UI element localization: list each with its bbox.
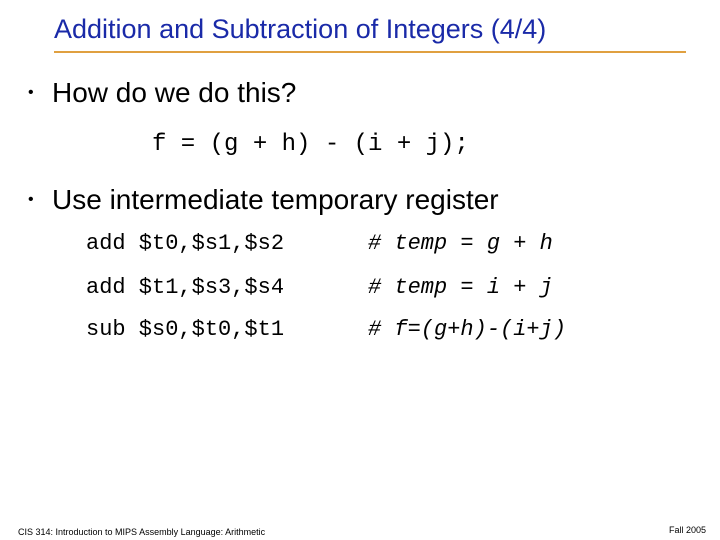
code-comment: # f=(g+h)-(i+j) bbox=[368, 317, 567, 342]
code-instruction: add $t0,$s1,$s2 bbox=[86, 231, 285, 256]
footer-term: Fall 2005 bbox=[668, 525, 706, 535]
code-line bbox=[86, 231, 706, 261]
bullet-dot-icon: • bbox=[28, 190, 34, 208]
code-instruction: sub $s0,$t0,$t1 bbox=[86, 317, 285, 342]
expression: f = (g + h) - (i + j); bbox=[152, 131, 469, 158]
bullet-dot-icon: • bbox=[28, 83, 34, 101]
code-comment: # temp = i + j bbox=[368, 275, 553, 300]
bullet-how bbox=[28, 77, 296, 109]
bullet-text: Use intermediate temporary register bbox=[52, 184, 499, 215]
code-comment: # temp = g + h bbox=[368, 231, 553, 256]
slide-title: Addition and Subtraction of Integers (4/4) bbox=[54, 14, 547, 44]
code-line bbox=[86, 275, 706, 305]
code-line bbox=[86, 317, 706, 347]
title-underline bbox=[54, 51, 686, 53]
code-instruction: add $t1,$s3,$s4 bbox=[86, 275, 285, 300]
bullet-temp-register bbox=[28, 184, 499, 216]
footer-course: CIS 314: Introduction to MIPS Assembly Language: Arithmetic bbox=[18, 527, 266, 537]
bullet-text: How do we do this? bbox=[52, 77, 297, 108]
